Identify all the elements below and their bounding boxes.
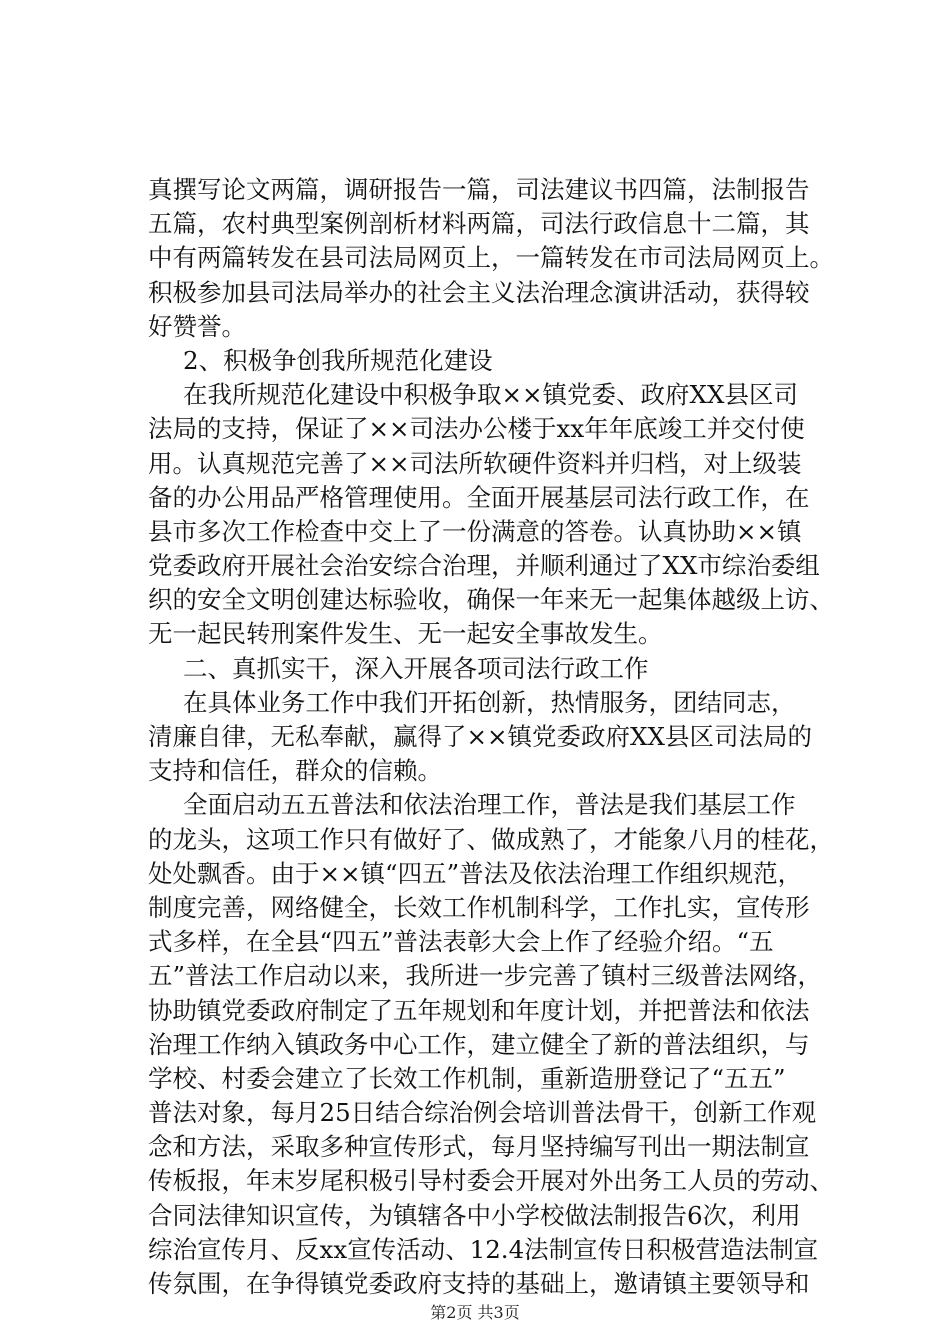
text-line: 积极参加县司法局举办的社会主义法治理念演讲活动，获得较 xyxy=(148,277,810,307)
text-line: 全面启动五五普法和依法治理工作，普法是我们基层工作 xyxy=(183,790,796,820)
text-line: 好赞誉。 xyxy=(148,311,246,341)
text-line: 支持和信任，群众的信赖。 xyxy=(148,756,442,786)
text-line: 普法对象，每月25日结合综治例会培训普法骨干，创新工作观 xyxy=(148,1098,817,1128)
text-line: 无一起民转刑案件发生、无一起安全事故发生。 xyxy=(148,619,663,649)
text-line: 在我所规范化建设中积极争取××镇党委、政府XX县区司 xyxy=(183,380,798,410)
text-line: 传氛围，在争得镇党委政府支持的基础上，邀请镇主要领导和 xyxy=(148,1269,810,1298)
text-line: 真撰写论文两篇，调研报告一篇，司法建议书四篇，法制报告 xyxy=(148,175,810,204)
text-line: 协助镇党委政府制定了五年规划和年度计划，并把普法和依法 xyxy=(148,995,810,1025)
text-line: 念和方法，采取多种宣传形式，每月坚持编写刊出一期法制宣 xyxy=(148,1132,810,1162)
text-line: 法局的支持，保证了××司法办公楼于xx年年底竣工并交付使 xyxy=(148,414,805,444)
text-line: 传板报，年末岁尾积极引导村委会开展对外出务工人员的劳动、 xyxy=(148,1166,834,1196)
document-body xyxy=(148,173,838,1301)
text-line: 综治宣传月、反xx宣传活动、12.4法制宣传日积极营造法制宣 xyxy=(148,1234,819,1264)
text-line: 清廉自律，无私奉献，赢得了××镇党委政府XX县区司法局的 xyxy=(148,722,812,751)
page-footer: 第2页 共3页 xyxy=(430,1303,520,1322)
text-line: 学校、村委会建立了长效工作机制，重新造册登记了“五五” xyxy=(148,1063,786,1093)
text-line: 备的办公用品严格管理使用。全面开展基层司法行政工作，在 xyxy=(148,482,810,512)
text-line: 合同法律知识宣传，为镇辖各中小学校做法制报告6次，利用 xyxy=(148,1200,801,1230)
text-line: 2、积极争创我所规范化建设 xyxy=(183,345,493,375)
text-line: 县市多次工作检查中交上了一份满意的答卷。认真协助××镇 xyxy=(148,516,802,546)
text-line: 的龙头，这项工作只有做好了、做成熟了，才能象八月的桂花， xyxy=(148,824,834,854)
text-line: 织的安全文明创建达标验收，确保一年来无一起集体越级上访、 xyxy=(148,585,834,615)
text-line: 用。认真规范完善了××司法所软硬件资料并归档，对上级装 xyxy=(148,448,802,478)
text-line: 中有两篇转发在县司法局网页上，一篇转发在市司法局网页上。 xyxy=(148,243,834,273)
text-line: 五篇，农村典型案例剖析材料两篇，司法行政信息十二篇，其 xyxy=(148,209,810,239)
text-line: 二、真抓实干，深入开展各项司法行政工作 xyxy=(183,653,649,683)
text-line: 式多样，在全县“四五”普法表彰大会上作了经验介绍。“五 xyxy=(148,927,774,957)
text-line: 治理工作纳入镇政务中心工作，建立健全了新的普法组织，与 xyxy=(148,1029,810,1059)
text-line: 制度完善，网络健全，长效工作机制科学，工作扎实，宣传形 xyxy=(148,892,810,922)
text-line: 五”普法工作启动以来，我所进一步完善了镇村三级普法网络， xyxy=(148,961,823,991)
text-line: 在具体业务工作中我们开拓创新，热情服务，团结同志， xyxy=(183,687,796,717)
text-line: 党委政府开展社会治安综合治理，并顺利通过了XX市综治委组 xyxy=(148,551,820,581)
text-line: 处处飘香。由于××镇“四五”普法及依法治理工作组织规范， xyxy=(148,858,803,888)
